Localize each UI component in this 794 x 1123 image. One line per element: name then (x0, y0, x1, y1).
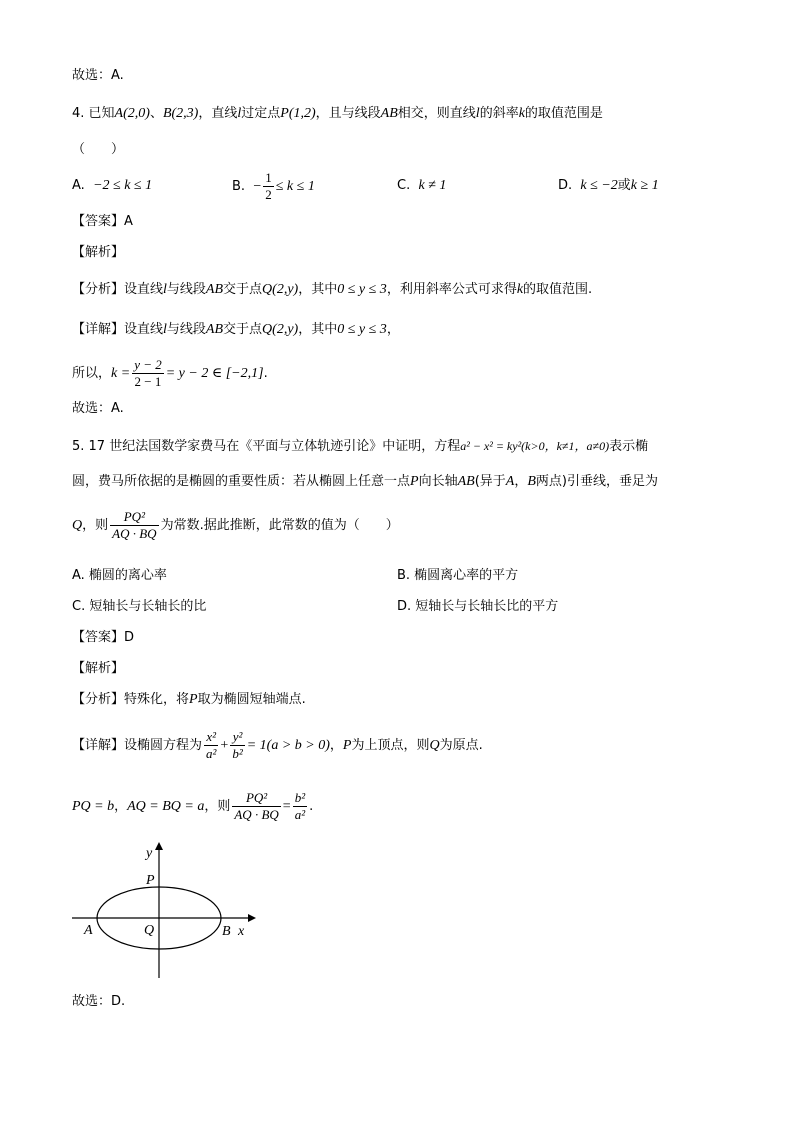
label-y: y (146, 846, 153, 861)
y-axis-arrow (155, 842, 163, 850)
label-Q: Q (144, 923, 155, 938)
q5-stem-line2: 圆，费马所依据的是椭圆的重要性质：若从椭圆上任意一点P向长轴AB(异于A，B两点)引垂线，垂足为 (72, 474, 658, 489)
q4-option-c: C. k ≠ 1 (397, 178, 447, 193)
q4-xiangjie: 【详解】设直线l与线段AB交于点Q(2,y)，其中0 ≤ y ≤ 3， (72, 322, 400, 337)
q4-paren: （ ） (72, 142, 125, 157)
q5-option-a: A. 椭圆的离心率 (72, 568, 167, 583)
q5-stem-line3: Q，则 $\frac{\text{PQ²}}{AQ \cdot BQ}$ 为常数.据此推断，此常数的值为（ ） (72, 509, 399, 541)
q4-slope-derivation: 所以，k = $\frac{y - 2}{2 - 1}$ = y − 2 ∈ [−2,1]. (72, 357, 268, 389)
q5-option-b: B. 椭圆离心率的平方 (397, 568, 519, 583)
q4-stem: 4. 已知A(2,0)、B(2,3)，直线l过定点P(1,2)，且与线段AB相交，则直线l的斜率k的取值范围是 (72, 106, 603, 121)
q4-option-b: B. − $\frac{1}{2}$ ≤ k ≤ 1 (232, 170, 315, 202)
label-A: A (84, 923, 93, 938)
q5-conclusion: 故选：D. (72, 994, 126, 1009)
label-B: B (222, 924, 231, 939)
q4-answer: 【答案】A (72, 214, 133, 229)
q5-stem-line1: 5. 17 世纪法国数学家费马在《平面与立体轨迹引论》中证明，方程a² − x² = ky²(k>0，k≠1，a≠0)表示椭 (72, 439, 649, 454)
q5-answer: 【答案】D (72, 630, 135, 645)
q5-ratio-derivation: PQ = b，AQ = BQ = a，则 $\frac{\text{PQ²}}{AQ \cdot BQ}$ = $\frac{\text{b²}}{\text{a²}}$ . (72, 790, 314, 822)
q5-option-c: C. 短轴长与长轴长的比 (72, 599, 207, 614)
q5-analysis-heading: 【解析】 (72, 661, 125, 676)
ellipse-figure (60, 838, 260, 983)
q5-xiangjie: 【详解】设椭圆方程为 $\frac{\text{x²}}{\text{a²}}$ + $\frac{\text{y²}}{\text{b²}}$ = 1(a > b > 0)，P为上顶点，则Q为原点. (72, 729, 483, 761)
q4-conclusion: 故选：A. (72, 401, 124, 416)
q4-analysis-heading: 【解析】 (72, 245, 125, 260)
q4-option-d: D. k ≤ −2或k ≥ 1 (558, 178, 659, 193)
q5-option-d: D. 短轴长与长轴长比的平方 (397, 599, 559, 614)
q5-fenxi: 【分析】特殊化，将P取为椭圆短轴端点. (72, 692, 306, 707)
label-P: P (146, 873, 155, 888)
q4-fenxi: 【分析】设直线l与线段AB交于点Q(2,y)，其中0 ≤ y ≤ 3，利用斜率公式可求得k的取值范围. (72, 282, 593, 297)
q3-conclusion: 故选：A. (72, 68, 124, 83)
label-x: x (238, 924, 245, 939)
q4-option-a: A. −2 ≤ k ≤ 1 (72, 178, 153, 193)
x-axis-arrow (248, 914, 256, 922)
